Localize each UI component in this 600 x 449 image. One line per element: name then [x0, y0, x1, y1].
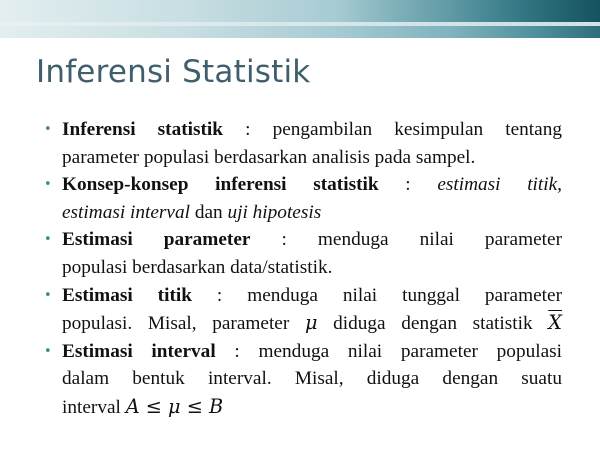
bullet-text: : menduga nilai tunggal parameter — [191, 284, 562, 306]
bullet-dot-icon: • — [44, 177, 52, 193]
bullet-term: Estimasi interval — [62, 340, 216, 362]
slide-header-decoration — [0, 0, 600, 38]
header-band — [340, 0, 600, 22]
bullet-text: : pengambilan kesimpulan tentang — [223, 119, 562, 140]
bullet-estimasi-titik — [44, 282, 562, 338]
bullet-term: Konsep-konsep inferensi statistik — [62, 174, 379, 196]
bullet-text: diduga dengan statistik — [317, 313, 549, 335]
bullet-text-italic: estimasi titik, — [437, 174, 563, 196]
x-bar-symbol: $\overline{X}$ — [548, 311, 562, 335]
bullet-estimasi-interval — [44, 338, 562, 422]
bullet-text-italic: estimasi interval — [62, 201, 190, 223]
bullet-text: interval — [62, 396, 126, 418]
bullet-text: parameter populasi berdasarkan analisis pada sampel. — [62, 146, 476, 168]
bullet-text: dan — [190, 201, 228, 223]
bullet-estimasi-parameter — [44, 226, 562, 281]
bullet-dot-icon: • — [44, 122, 52, 137]
bullet-dot-icon: • — [44, 343, 52, 359]
bullet-text: populasi berdasarkan data/statistik. — [62, 256, 333, 278]
bullet-term: Inferensi statistik — [62, 119, 224, 140]
bullet-text-italic: uji hipotesis — [227, 201, 322, 223]
interval-formula: A ≤ μ ≤ B — [125, 394, 224, 418]
bullet-dot-icon: • — [44, 287, 52, 303]
bullet-text: populasi. Misal, parameter — [62, 313, 305, 335]
bullet-konsep-inferensi — [44, 171, 562, 226]
header-line — [0, 22, 600, 26]
bullet-text: : menduga nilai parameter populasi — [215, 340, 563, 362]
slide-title: Inferensi Statistik — [36, 54, 311, 90]
bullet-text: : — [378, 174, 438, 196]
bullet-dot-icon: • — [44, 232, 52, 248]
bullet-text: : menduga nilai parameter — [250, 229, 562, 251]
bullet-list — [44, 116, 562, 422]
bullet-inferensi-statistik — [44, 116, 562, 171]
bullet-text: dalam bentuk interval. Misal, diduga dengan suatu — [62, 368, 562, 390]
bullet-term: Estimasi titik — [62, 284, 192, 306]
mu-symbol: μ — [304, 311, 318, 335]
bullet-term: Estimasi parameter — [62, 229, 251, 251]
